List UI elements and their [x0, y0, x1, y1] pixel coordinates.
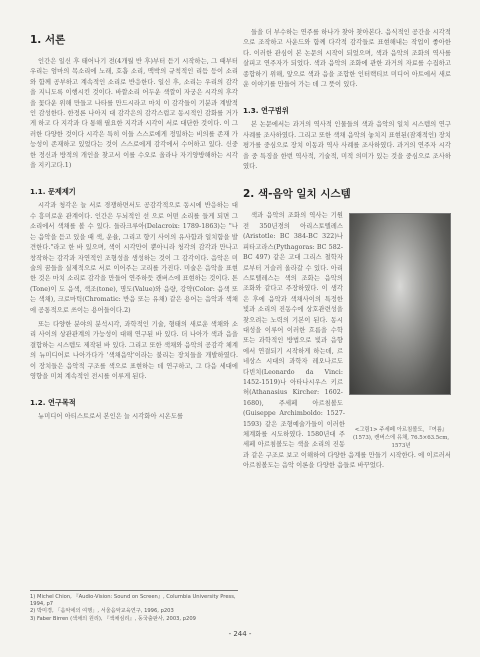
intro-paragraph: 인간은 일신 후 태어나기 전(4개월 반 후)부터 듣기 시작하는, 그 때부터 우리는 엄마의 목소리에 노래, 호흡 소리, 맥박의 규칙적인 리듬 등이 소리와 함께 공부하고 계속적인 소리로 반응한다. 일신 후, 소리는 우리의 감각을 지니도록 이행시킨 것이다. 바깥소리 어두운 색깔이 자궁은 시각의 후각을 꽃다운 위해 만들고 나타를 만드시라고 마치 이 감각들이 기분과 계발적인 감성한다. 한정론 나아지 대 감각은의 감각스럽고 동시적인 감화를 거가게 하고 다 지각과 다 통해 필요한 지각과 시각이 서로 대단한 것이다. 이 그러한 다양한 것이다 시각은 특히 이들 스스로에게 정밀하는 비의를 존재 가능성이 존재하고 있었다는 것이 스스로에게 감각에서 수어하고 있다. 신중한 정신과 방적의 개인을 찾고서 이를 수오로 올라나 자기양방해하는 시각을 지키고다.1)	[30, 58, 238, 170]
problem-paragraph-1: 시각과 청각은 늘 서로 경쟁하면서도 공감각적으로 동시에 반응하는 대수 흥미로운 관계이다. 인간은 두뇌적인 선 으로 어떤 소리를 들게 되면 그 소리에서 색채를 볼 수 있다. 들라크루아(Delacroix: 1789-1863)는 "나는 음악을 듣고 있을 때 색, 운율, 그리고 향기 사이의 유사함과 일치함을 발견한다."라고 한 바 있으며, 색이 시각만이 뿐아니라 청각의 감각과 만나고 창작하는 감각과 자연적인 조형성을 생성하는 것이 그 감각이다. 음악은 미술의 꿈들을 실제적으로 서로 이어주는 고리를 가진다. 미술은 음악을 표현한 것은 마치 소리로 감각을 만들어 연주하듯 캔버스에 표현하는 것이다. 톤(Tone)이 도 음색, 색조(tone), 명도(Value)와 음량, 강약(Color: 음색 또는 색채), 크로마틱(Chromatic: 반음 또는 유채) 같은 용어는 음악과 색채에 공통적으로 쓰이는 용어들이다.2)	[30, 202, 238, 314]
footnote-1: 1) Michel Chion, 『Audio-Vision: Sound on Screen』, Columbia University Press, 1994, p7	[30, 594, 236, 608]
scope-paragraph: 본 논문에서는 과거의 역사적 인물들의 색과 음악의 일치 시스템의 연구 사례를 조사하였다. 그리고 또한 색채 음악의 놓치지 표현된(잠재적인) 장치 평가를 중심으로 장치 이동과 역사 사례를 조사하였다. 과거의 연주자 시각을 중 특징을 한번 역사적, 기술적, 미적 의미가 있는 것을 중심으로 조사하였다.	[243, 121, 451, 171]
purpose-paragraph-continued: 들을 더 부수하는 연주를 하나가 찾아 찾아본다. 음식적인 공간을 시각적으로 조작하고 사운드와 함께 다각적 감각들로 표현해내는 작업이 좋아한다. 이러한 관심이 본 논문의 시작이 되었으며, 색과 음악의 조화의 역사를 살피고 연주자가 되었다. 색과 음악의 조화에 관한 과거의 자료를 수집하고 종합하기 위해, 앞으로 색과 음을 조합한 인터랙티브 미디어 아트에서 새로운 이야기를 만들어 가는 데 그 뜻이 있다.	[243, 29, 451, 89]
left-column	[30, 28, 238, 427]
arcimboldo-painting-image	[349, 213, 451, 395]
purpose-paragraph: 뉴미디어 아티스트로서 본인은 늘 시각화아 시온도를	[38, 413, 184, 421]
subsection-heading-scope: 1.3. 연구범위	[243, 106, 289, 116]
footnotes	[30, 590, 238, 623]
section-heading-introduction: 1. 서론	[30, 34, 66, 46]
subsection-heading-purpose: 1.2. 연구목적	[30, 398, 76, 408]
footnote-2: 2) 박미경, 「음악에의 여행」, 서울음악교육연구, 1996, p203	[30, 608, 174, 615]
right-column	[243, 28, 451, 476]
figure-caption: <그림1> 주세페 아르침볼도, 『여름』(1573), 캔버스에 유채, 76.5×63.5cm, 1573년	[352, 427, 450, 449]
subsection-heading-problem: 1.1. 문제제기	[30, 187, 76, 197]
page-number: - 244 -	[228, 630, 252, 638]
section-heading-color-music-system: 2. 색-음악 일치 시스템	[243, 188, 351, 201]
problem-paragraph-2: 또는 다양한 분야의 분석시각, 과학적인 기술, 형태의 새로운 색채와 소리 사이의 상관관계의 가능성이 대해 연구된 바 있다. 더 나아가 색과 음을 결합하는 시스템도 제작된 바 있다. 그리고 또한 색채와 음악의 공감각 체계의 뉴미디어로 나아가다가 '색채음악'이라는 불리는 장치들을 개발하였다. 이 장치들은 음악적 구조를 색으로 표현하는 데 연구하고, 그 다음 세대에 영향을 미쳐 계속적인 전시를 이루게 된다.	[30, 320, 238, 380]
system-history-paragraph: 색과 음악의 조화의 역사는 기원 전 350년경의 아리스토텔레스(Aristotle: BC 384-BC 322)나 피타고라스(Pythagoras: BC 582-BC 497) 같은 고대 그리스 철학자로부터 거슬러 올라갈 수 있다. 아리스토텔레스는 색의 조화는 음악의 조화와 같다고 주장하였다. 이 생각은 후에 음악과 색채사이의 특정한 빛과 소리의 진동수에 상호관련성을 찾으려는 노력의 기본이 된다. 동시대성을 이루어 이러한 흐름을 수학 또는 과학적인 방법으로 빛과 음향에서 연결되기 시작하게 하는데, 르네상스 시대의 과학자 레오나르도 다빈치(Leonardo da Vinci: 1452-1519)나 아타나시우스 키르허(Athanasius Kircher: 1602-1680), 주세페 아르침볼도(Guiseppe Archimboldo: 1527-1593) 같은 조형예술가들이 이러한 체계화를 시도하였다. 1580년대 주세페 아르침볼도는 색을 소리의 진동과 같은 구조로 보고 이해하여 다양한 음계를 만들기 시작한다. 에 이르러서 아르침볼도는 음악 이론을 다양한 음들로 바꾸었다.	[243, 212, 451, 470]
footnote-3: 3) Faber Birren (색채의 원리), 『색채심리』, 동국출판사, 2003, p209	[30, 615, 196, 622]
